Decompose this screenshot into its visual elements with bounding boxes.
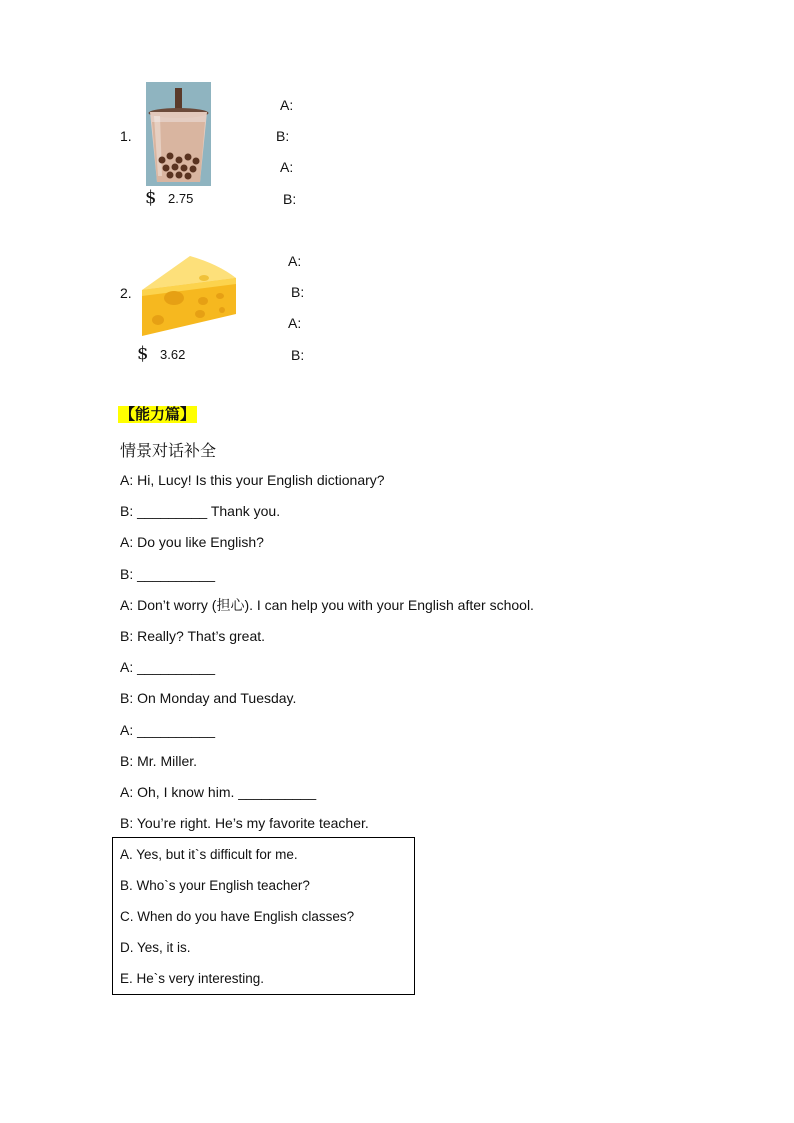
option-e: E. He`s very interesting.: [120, 971, 265, 986]
bubble-tea-image: [146, 82, 211, 186]
dialogue-line: B: _________ Thank you.: [120, 503, 281, 519]
cheese-image: [138, 250, 240, 338]
item-1-number: 1.: [120, 128, 132, 144]
dialogue-line: A: Oh, I know him. __________: [120, 784, 317, 800]
dollar-sign-1: $: [145, 187, 157, 208]
speaker-label: A:: [288, 253, 302, 269]
dialogue-line: B: You’re right. He’s my favorite teacher.: [120, 815, 369, 831]
dialogue-line: B: Mr. Miller.: [120, 753, 198, 769]
option-d: D. Yes, it is.: [120, 940, 191, 955]
dialogue-line: B: On Monday and Tuesday.: [120, 690, 297, 706]
speaker-label: B:: [283, 191, 297, 207]
speaker-label: A:: [280, 159, 294, 175]
dialogue-line: A: __________: [120, 722, 215, 738]
dollar-sign-2: $: [137, 343, 149, 364]
dialogue-line: B: Really? That’s great.: [120, 628, 266, 644]
speaker-label: B:: [291, 284, 305, 300]
options-box: [112, 837, 415, 995]
dialogue-line: A: __________: [120, 659, 215, 675]
dialogue-line: A: Don’t worry (担心). I can help you with your English after school.: [120, 597, 534, 613]
option-c: C. When do you have English classes?: [120, 909, 355, 924]
price-1: 2.75: [168, 191, 194, 206]
price-2: 3.62: [160, 347, 186, 362]
speaker-label: B:: [291, 347, 305, 363]
option-b: B. Who`s your English teacher?: [120, 878, 310, 893]
dialogue-line: A: Hi, Lucy! Is this your English dictionary?: [120, 472, 385, 488]
option-a: A. Yes, but it`s difficult for me.: [120, 847, 298, 862]
speaker-label: A:: [288, 315, 302, 331]
section-subtitle: 情景对话补全: [120, 441, 217, 460]
dialogue-line: B: __________: [120, 566, 215, 582]
speaker-label: B:: [276, 128, 290, 144]
speaker-label: A:: [280, 97, 294, 113]
dialogue-line: A: Do you like English?: [120, 534, 264, 550]
section-title: 【能力篇】: [120, 406, 196, 423]
item-2-number: 2.: [120, 285, 132, 301]
